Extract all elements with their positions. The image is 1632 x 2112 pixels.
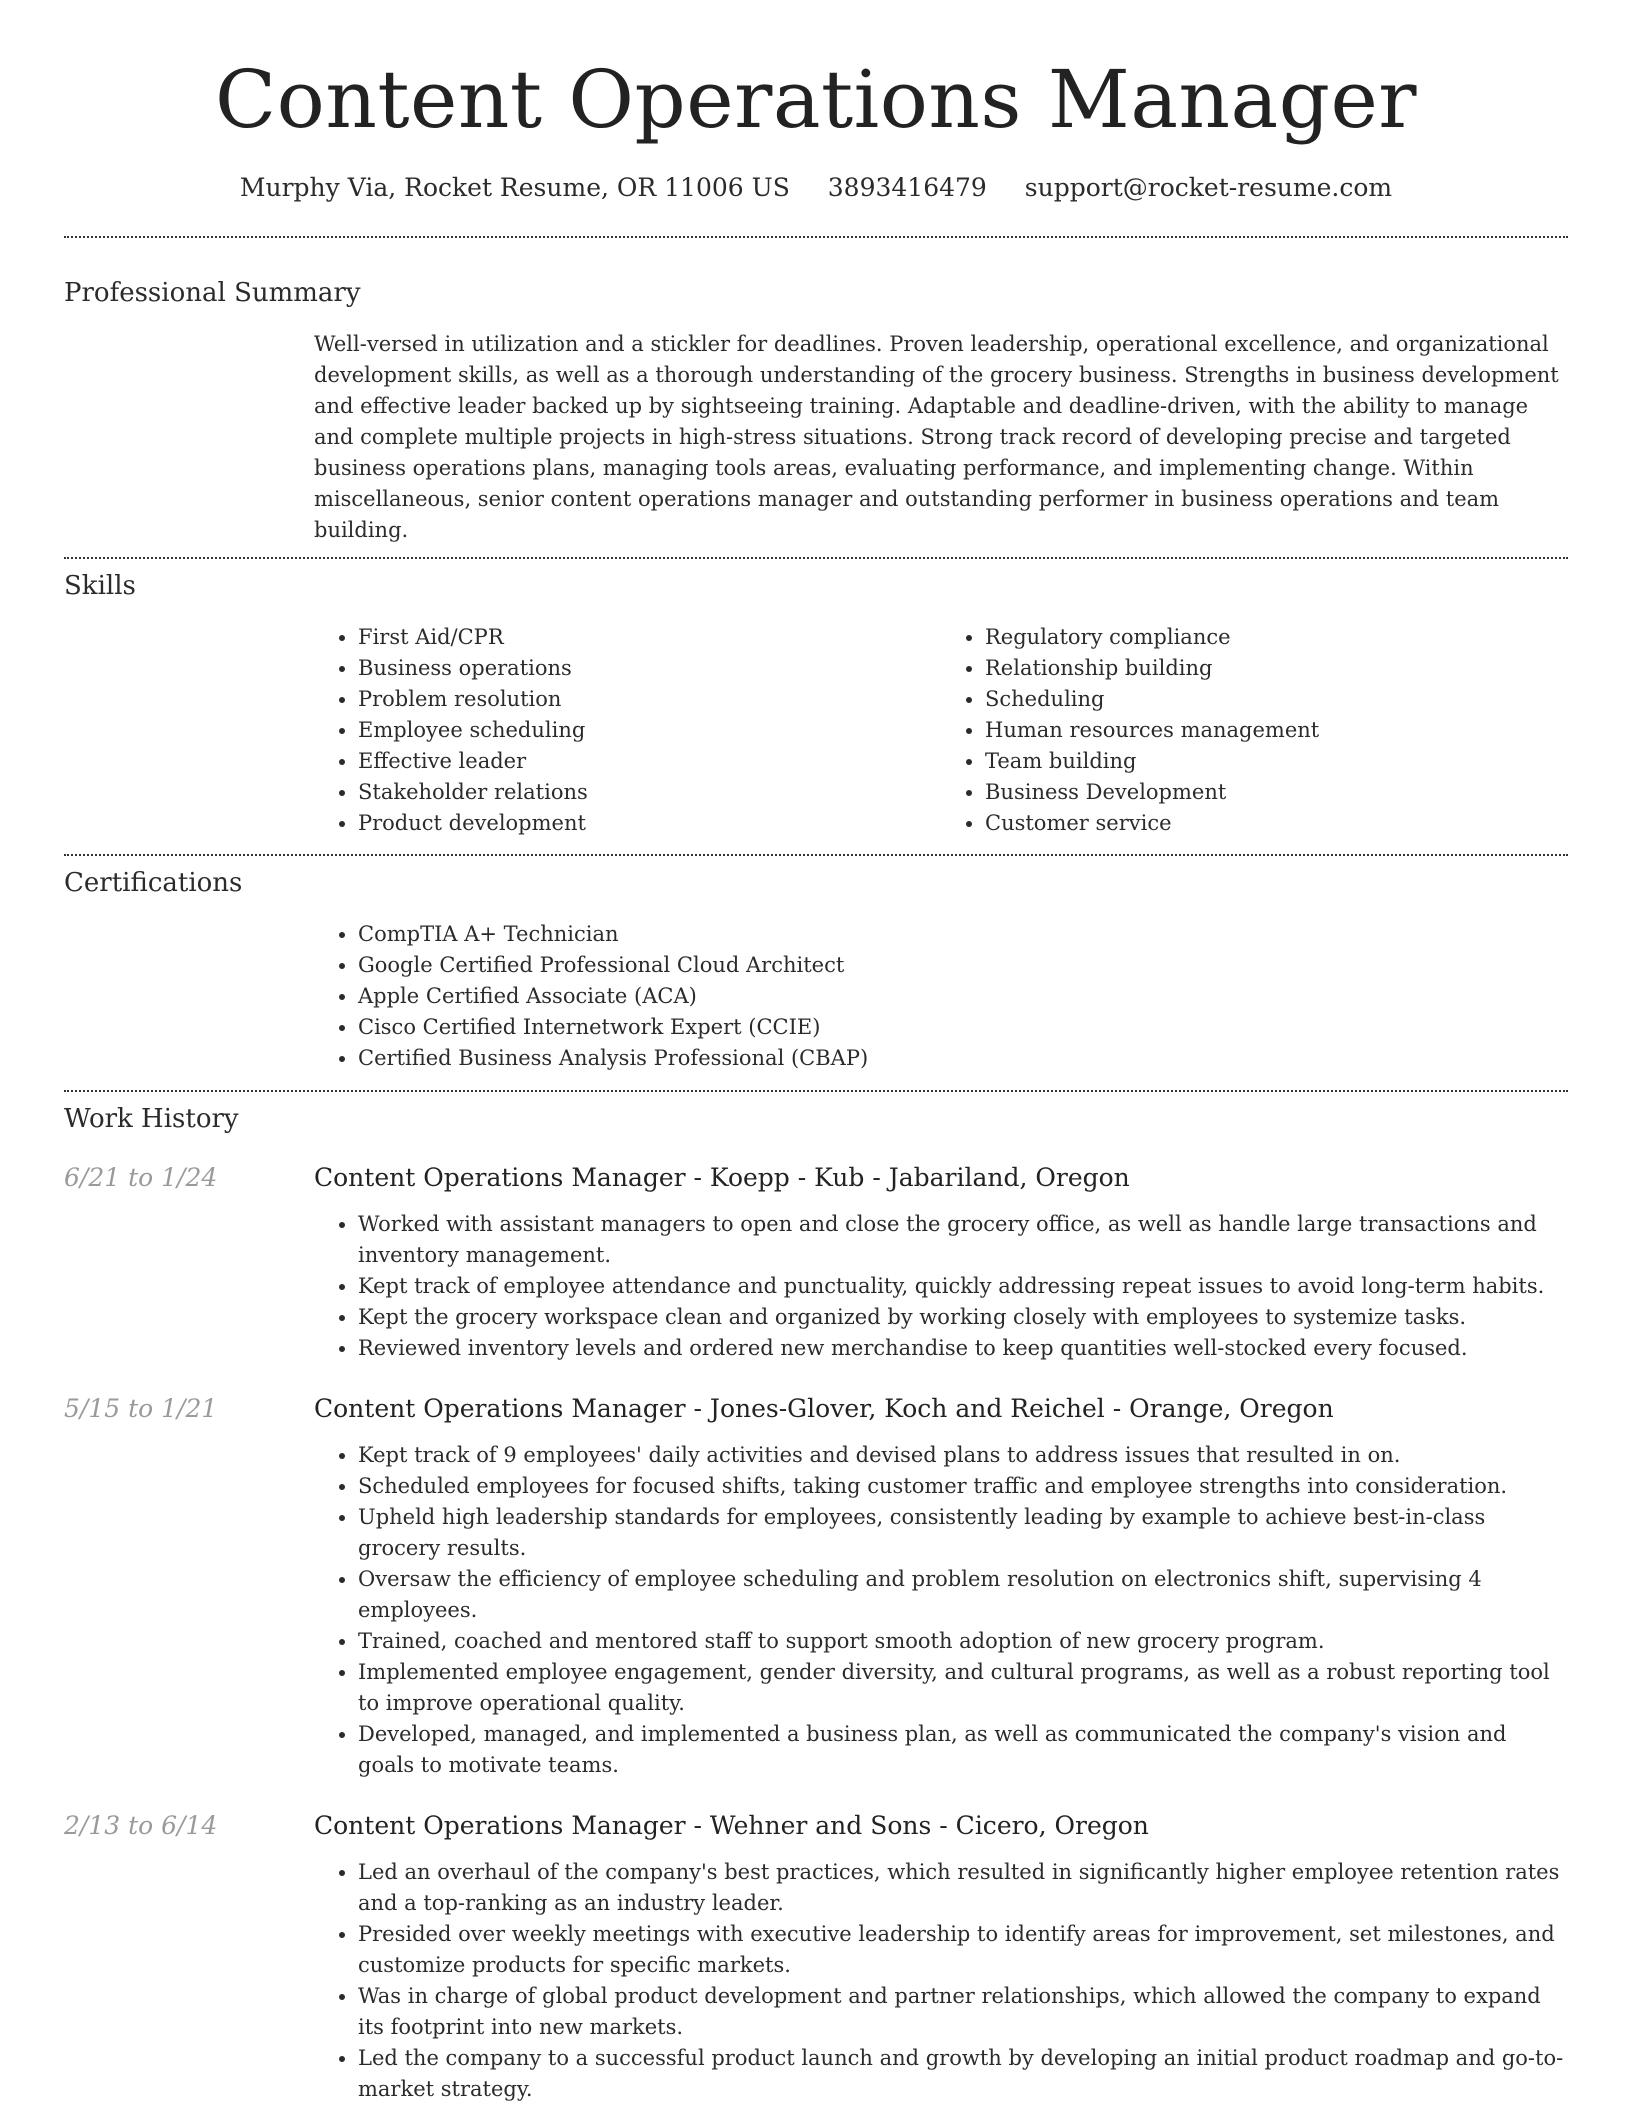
- list-item: • Implemented employee engagement, gender diversity, and cultural programs, as well as a robust reporting tool to improve operational quality.: [358, 1657, 1568, 1719]
- list-item: • Oversaw the efficiency of employee scheduling and problem resolution on electronics shift, supervising 4 employees.: [358, 1564, 1568, 1626]
- contact-email[interactable]: support@rocket-resume.com: [1024, 173, 1393, 202]
- list-item: • Business Development: [985, 777, 1568, 808]
- list-item: • Relationship building: [985, 653, 1568, 684]
- skills-list-left: [314, 622, 941, 839]
- job-title: Content Operations Manager - Wehner and Sons - Cicero, Oregon: [314, 1811, 1149, 1840]
- list-item: • Trained, coached and mentored staff to support smooth adoption of new grocery program.: [358, 1626, 1568, 1657]
- summary-text: Well-versed in utilization and a stickler for deadlines. Proven leadership, operational excellence, and organizational development skills, as well as a thorough understanding of the grocery business. Strengths in business development and effective leader backed up by sightseeing training. Adaptable and deadline-driven, with the ability to manage and complete multiple projects in high-stress situations. Strong track record of developing precise and targeted business operations plans, managing tools areas, evaluating performance, and implementing change. Within miscellaneous, senior content operations manager and outstanding performer in business operations and team building.: [314, 332, 1559, 542]
- job-dates: 6/21 to 1/24: [64, 1163, 218, 1192]
- list-item: • Developed, managed, and implemented a business plan, as well as communicated the company's vision and goals to motivate teams.: [358, 1719, 1568, 1781]
- list-item: • First Aid/CPR: [358, 622, 941, 653]
- resume-name: Content Operations Manager: [214, 53, 1418, 146]
- list-item: • Human resources management: [985, 715, 1568, 746]
- skills-list-right: [941, 622, 1568, 839]
- list-item: • Worked with assistant managers to open and close the grocery office, as well as handle large transactions and inventory management.: [358, 1209, 1568, 1271]
- list-item: • Kept the grocery workspace clean and organized by working closely with employees to systemize tasks.: [358, 1302, 1568, 1333]
- list-item: • Regulatory compliance: [985, 622, 1568, 653]
- professional-summary-section: [64, 275, 1568, 546]
- work-history-jobs: [64, 1160, 1568, 2105]
- contact-address: Murphy Via, Rocket Resume, OR 11006 US: [239, 173, 790, 202]
- list-item: • Kept track of 9 employees' daily activities and devised plans to address issues that resulted in on.: [358, 1440, 1568, 1471]
- list-item: • Presided over weekly meetings with executive leadership to identify areas for improvement, set milestones, and customize products for specific markets.: [358, 1919, 1568, 1981]
- list-item: • Employee scheduling: [358, 715, 941, 746]
- certifications-list: [314, 919, 1568, 1074]
- job-entry: [64, 1391, 1568, 1781]
- list-item: • Scheduling: [985, 684, 1568, 715]
- job-bullets: [314, 1209, 1568, 1364]
- list-item: • Stakeholder relations: [358, 777, 941, 808]
- list-item: • Reviewed inventory levels and ordered new merchandise to keep quantities well-stocked every focused.: [358, 1333, 1568, 1364]
- section-divider: [64, 854, 1568, 856]
- job-bullets: [314, 1857, 1568, 2105]
- work-history-section: [64, 1101, 1568, 2105]
- section-divider: [64, 236, 1568, 238]
- list-item: • Certified Business Analysis Professional (CBAP): [358, 1043, 1568, 1074]
- job-dates: 5/15 to 1/21: [64, 1394, 218, 1423]
- job-bullets: [314, 1440, 1568, 1781]
- list-item: • Led an overhaul of the company's best practices, which resulted in significantly higher employee retention rates and a top-ranking as an industry leader.: [358, 1857, 1568, 1919]
- section-title-skills: Skills: [64, 571, 136, 601]
- list-item: • Effective leader: [358, 746, 941, 777]
- contact-phone: 3893416479: [827, 173, 987, 202]
- list-item: • Team building: [985, 746, 1568, 777]
- list-item: • Product development: [358, 808, 941, 839]
- job-entry: [64, 1808, 1568, 2105]
- job-dates: 2/13 to 6/14: [64, 1811, 218, 1840]
- list-item: • Problem resolution: [358, 684, 941, 715]
- skills-section: [64, 568, 1568, 839]
- certifications-section: [64, 865, 1568, 1074]
- section-divider: [64, 1090, 1568, 1092]
- list-item: • Business operations: [358, 653, 941, 684]
- list-item: • Google Certified Professional Cloud Architect: [358, 950, 1568, 981]
- list-item: • Upheld high leadership standards for employees, consistently leading by example to achieve best-in-class grocery results.: [358, 1502, 1568, 1564]
- list-item: • Apple Certified Associate (ACA): [358, 981, 1568, 1012]
- list-item: • CompTIA A+ Technician: [358, 919, 1568, 950]
- list-item: • Led the company to a successful product launch and growth by developing an initial product roadmap and go-to-market strategy.: [358, 2043, 1568, 2105]
- section-title-certifications: Certifications: [64, 868, 243, 898]
- section-title-work-history: Work History: [64, 1104, 239, 1134]
- list-item: • Scheduled employees for focused shifts, taking customer traffic and employee strengths into consideration.: [358, 1471, 1568, 1502]
- job-title: Content Operations Manager - Jones-Glover, Koch and Reichel - Orange, Oregon: [314, 1394, 1334, 1423]
- list-item: • Kept track of employee attendance and punctuality, quickly addressing repeat issues to avoid long-term habits.: [358, 1271, 1568, 1302]
- list-item: • Cisco Certified Internetwork Expert (CCIE): [358, 1012, 1568, 1043]
- section-divider: [64, 557, 1568, 559]
- job-title: Content Operations Manager - Koepp - Kub - Jabariland, Oregon: [314, 1163, 1130, 1192]
- section-title-summary: Professional Summary: [64, 278, 361, 308]
- contact-line: [64, 170, 1568, 206]
- job-entry: [64, 1160, 1568, 1364]
- list-item: • Customer service: [985, 808, 1568, 839]
- list-item: • Was in charge of global product development and partner relationships, which allowed the company to expand its footprint into new markets.: [358, 1981, 1568, 2043]
